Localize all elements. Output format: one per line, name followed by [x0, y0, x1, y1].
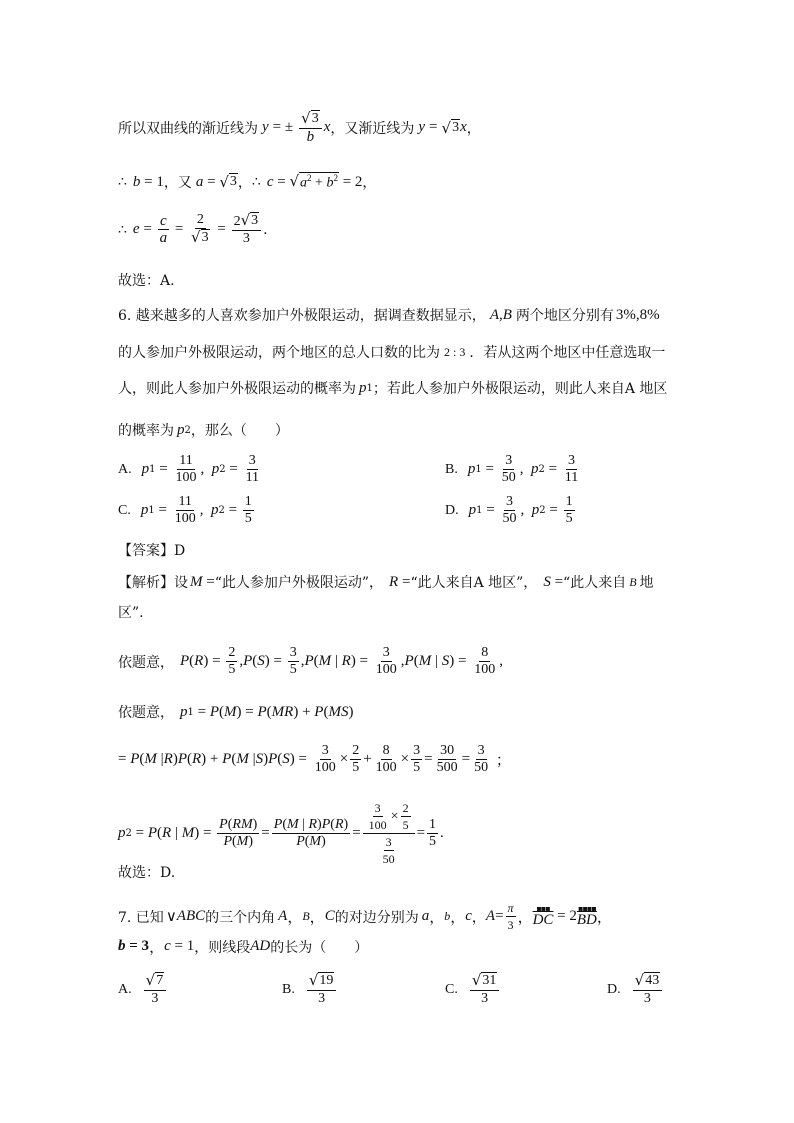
q6-line-2: 的人参加户外极限运动，两个地区的总人口数的比为 2 : 3 ．若从这两个地区中任意选取一	[118, 344, 666, 361]
q6-option-c[interactable]: C. p 1 = $\frac{11}{100}$ , p 2 = $\frac{1}{5}$	[118, 494, 252, 526]
text: 所以双曲线的渐近线为	[118, 120, 258, 137]
q6-line-1: 6. 越来越多的人喜欢参加户外极限运动，据调查数据显示， A,B 两个地区分别有 3%,8%	[118, 306, 660, 324]
analysis-6-line-6: p 2 = P ( R | M ) = $\frac{P(RM)}{P(M)}$ = $\frac{P(M | R)P(R)}{P(M)}$ = $\frac{3}{100}$ × $\frac{2}{5}$ $\frac{3}{50}$ = $\frac{1}{5}$ .	[118, 801, 444, 866]
analysis-6-line-5: = P ( M | R ) P ( R ) + P ( M | S ) P ( S ) = $\frac{3}{100}$ × $\frac{2}{5}$ + $\frac{8}{100}$ × $\frac{3}{5}$ = $\frac{30}{500}$ = $\frac{3}{50}$ ；	[118, 743, 511, 775]
q6-line-3: 人，则此人参加户外极限运动的概率为 p 1 ；若此人参加户外极限运动，则此人来自A 地区	[118, 379, 668, 397]
q7-option-d[interactable]: D. √ 43 3	[607, 972, 664, 1007]
q6-option-a[interactable]: A. p 1 = $\frac{11}{100}$ , p 2 = $\frac{3}{11}$	[118, 453, 260, 485]
analysis-6-line-4: 依题意， p 1 = P ( M ) = P ( MR ) + P ( MS )	[118, 703, 354, 721]
text: ，又渐近线为	[330, 120, 415, 137]
analysis-6-line-1: 【解析】设 M = “此人参加户外极限运动”， R = “此人来自A 地区”， S = “此人来自 B 地	[118, 573, 654, 591]
solution-line-asymptote: 所以双曲线的渐近线为 y = ± √ 3 b x ，又渐近线为 y = √ 3 x ，	[118, 109, 481, 145]
q7-line-2: b = 3 ， c = 1 ，则线段 AD 的长为（ ）	[118, 938, 369, 956]
solution-line-eccentricity: ∴ e = $\frac{c}{a}$ = 2 √ 3 = 2 √ 3 3 .	[118, 211, 268, 246]
answer-6: 【答案】D	[118, 543, 186, 559]
q6-option-b[interactable]: B. p 1 = $\frac{3}{50}$ , p 2 = $\frac{3}{11}$	[445, 453, 579, 485]
q7-option-b[interactable]: B. √ 19 3	[282, 972, 338, 1007]
fraction: √ 3 b	[299, 110, 322, 145]
choice-line-a: 故选：A.	[118, 273, 175, 289]
q7-line-1: 7. 已知 ∨ ABC 的三个内角 A ， B ， C 的对边分别为 a ， b ， c ， A = $\frac{\pi}{3}$ ， ▪▪▪ $\overline{DC}$ = 2 ▪▪▪▪ $\overline{BD}$ ，	[118, 901, 612, 932]
solution-line-bc: ∴ b = 1 ，又 a = √ 3 ， ∴ c = √ $a^2 + b^2$ = 2 ，	[118, 172, 377, 191]
analysis-6-line-3: 依题意， P ( R ) = $\frac{2}{5}$ , P ( S ) = $\frac{3}{5}$ , P ( M | R ) = $\frac{3}{100}$ , P ( M | S ) = $\frac{8}{100}$ ,	[118, 645, 503, 677]
q7-option-c[interactable]: C. √ 31 3	[445, 972, 501, 1007]
q7-option-a[interactable]: A. √ 7 3	[118, 972, 168, 1007]
analysis-6-line-2: 区”.	[118, 605, 144, 621]
choice-line-d: 故选：D.	[118, 865, 176, 881]
q6-option-d[interactable]: D. p 1 = $\frac{3}{50}$ , p 2 = $\frac{1}{5}$	[445, 494, 573, 526]
q6-line-4: 的概率为 p 2 ，那么（ ）	[118, 421, 289, 439]
